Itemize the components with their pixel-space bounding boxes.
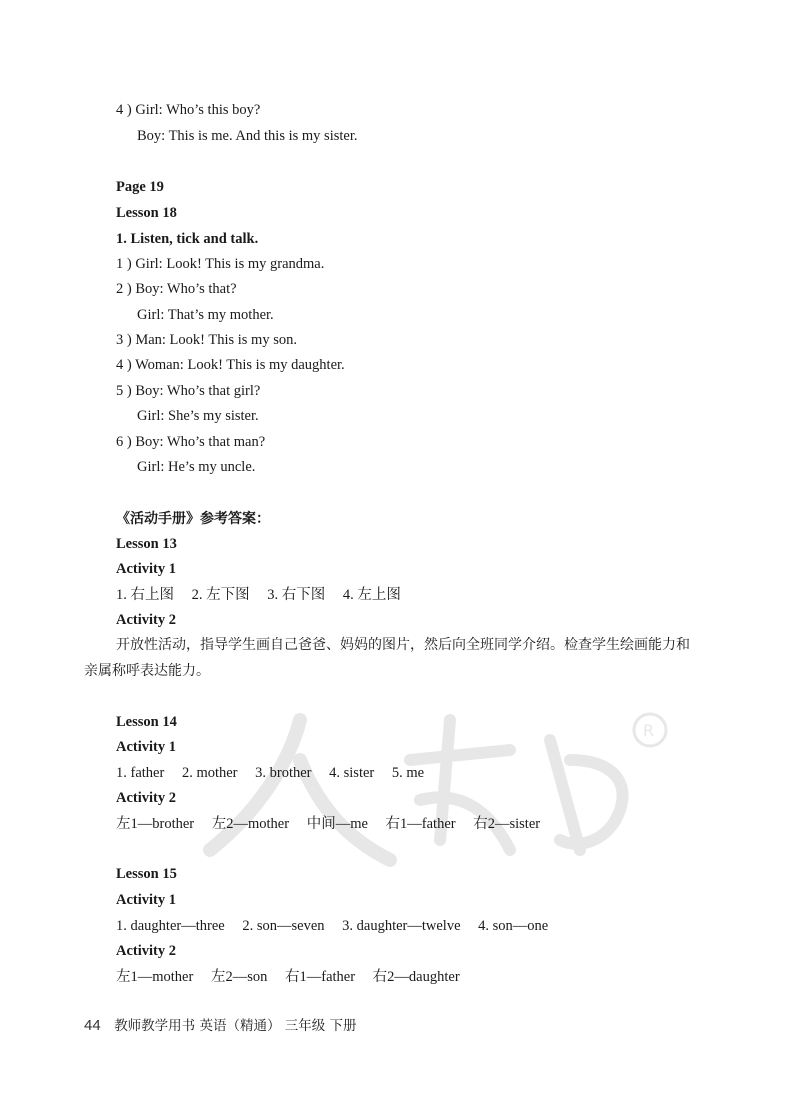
page-footer (84, 1014, 357, 1035)
lesson-heading: Lesson 15 (116, 866, 177, 882)
answer-item: 左1—brother (116, 816, 195, 832)
answer-item: 中间—me (306, 816, 368, 832)
activity-heading: Activity 1 (116, 561, 176, 577)
answer-item: 2. son—seven (242, 918, 325, 934)
dialogue-line: 5 ) Boy: Who’s that girl? (116, 383, 261, 399)
answer-item: 左2—mother (211, 816, 290, 832)
answer-item: 4. son—one (478, 918, 549, 934)
answer-item: 3. daughter—twelve (342, 918, 461, 934)
answer-item: 2. mother (181, 765, 238, 781)
activity-description: 开放性活动，指导学生画自己爸爸、妈妈的图片，然后向全班同学介绍。检查学生绘画能力和亲属称呼表达能力。 (84, 637, 690, 679)
svg-text:R: R (643, 721, 655, 740)
answer-line (116, 814, 540, 834)
lesson-heading: Lesson 14 (116, 714, 177, 730)
activity-heading: Activity 1 (116, 739, 176, 755)
answer-item: 5. me (391, 765, 425, 781)
answer-item: 右1—father (385, 816, 456, 832)
dialogue-line: 3 ) Man: Look! This is my son. (116, 332, 297, 348)
dialogue-line: Girl: He’s my uncle. (137, 459, 256, 475)
answer-item: 右1—father (284, 969, 356, 985)
page-heading: Page 19 (116, 179, 164, 195)
dialogue-line: 1 ) Girl: Look! This is my grandma. (116, 256, 325, 272)
answer-item: 1. father (116, 765, 165, 781)
answer-item: 右2—sister (473, 816, 541, 832)
dialogue-line: 4 ) Woman: Look! This is my daughter. (116, 357, 345, 373)
dialogue-line: 2 ) Boy: Who’s that? (116, 281, 237, 297)
book-title: 教师教学用书 英语（精通） 三年级 下册 (114, 1018, 357, 1034)
activity-heading: Activity 2 (116, 943, 176, 959)
answer-item: 4. sister (329, 765, 375, 781)
dialogue-line: 6 ) Boy: Who’s that man? (116, 434, 266, 450)
dialogue-line: Boy: This is me. And this is my sister. (137, 128, 358, 144)
dialogue-line: Girl: She’s my sister. (137, 408, 259, 424)
answer-item: 右2—daughter (372, 969, 460, 985)
answer-line (116, 585, 401, 605)
activity-heading: Activity 2 (116, 790, 176, 806)
answer-line (116, 763, 424, 783)
activity-heading: Activity 1 (116, 892, 176, 908)
answer-key-header: 《活动手册》参考答案： (116, 511, 270, 527)
answer-item: 2. 左下图 (191, 587, 250, 603)
answer-item: 左2—son (210, 969, 268, 985)
answer-line (116, 967, 460, 987)
publisher-watermark-icon (150, 700, 670, 880)
lesson-heading: Lesson 13 (116, 536, 177, 552)
dialogue-line: Girl: That’s my mother. (137, 307, 274, 323)
answer-item: 左1—mother (116, 969, 194, 985)
activity-heading: Activity 2 (116, 612, 176, 628)
answer-line (116, 916, 548, 936)
exercise-title: 1. Listen, tick and talk. (116, 231, 259, 247)
dialogue-line: 4 ) Girl: Who’s this boy? (116, 102, 261, 118)
answer-item: 3. 右下图 (267, 587, 326, 603)
page-number: 44 (84, 1017, 101, 1034)
answer-item: 1. daughter—three (116, 918, 225, 934)
answer-item: 3. brother (255, 765, 312, 781)
lesson-heading: Lesson 18 (116, 205, 177, 221)
answer-item: 1. 右上图 (116, 587, 174, 603)
answer-item: 4. 左上图 (342, 587, 401, 603)
